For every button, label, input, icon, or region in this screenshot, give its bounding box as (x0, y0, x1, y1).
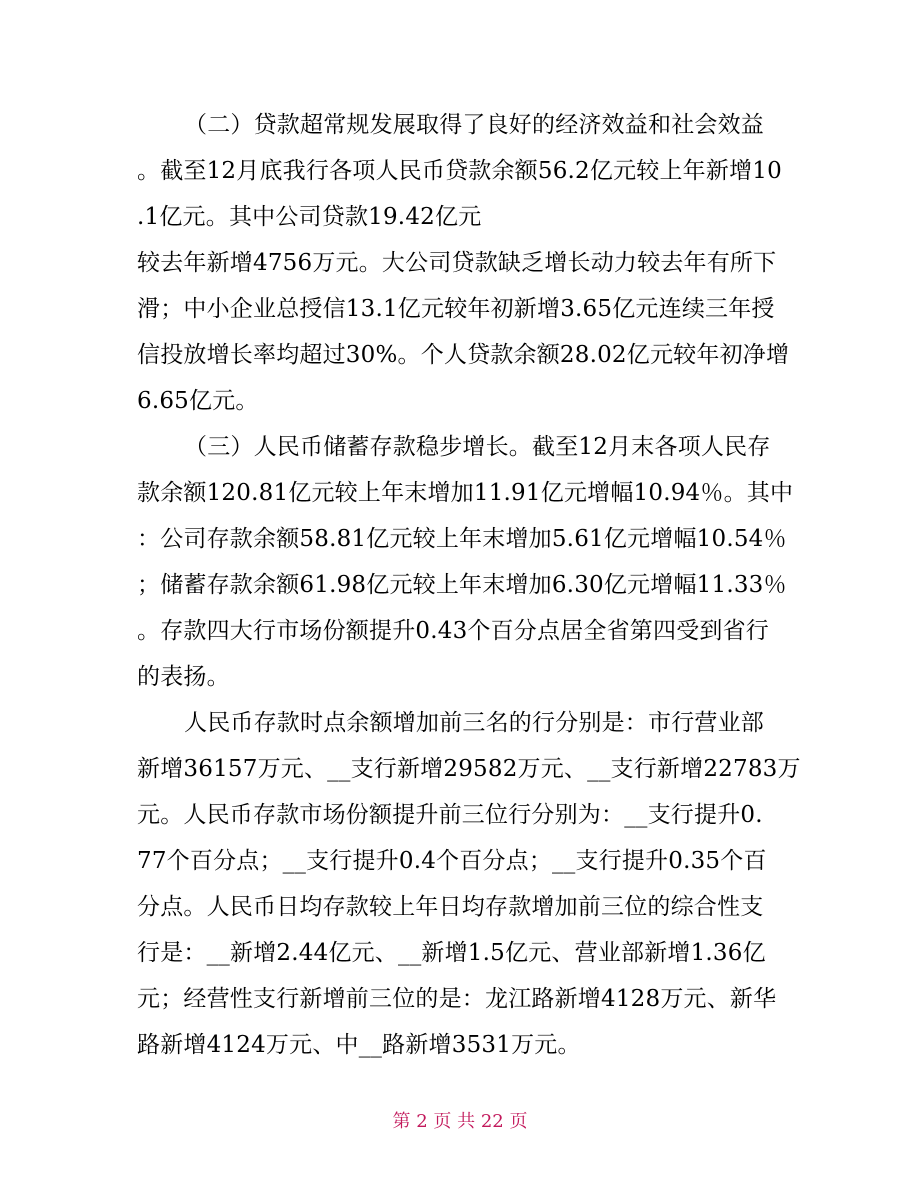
paragraph-line: 元；经营性支行新增前三位的是：龙江路新增4128万元、新华 (137, 986, 777, 1012)
paragraph-line: 。存款四大行市场份额提升0.43个百分点居全省第四受到省行 (137, 618, 770, 644)
paragraph-line: 人民币存款时点余额增加前三名的行分别是：市行营业部 (184, 710, 764, 736)
paragraph-line: 新增36157万元、__支行新增29582万元、__支行新增22783万 (137, 756, 801, 782)
paragraph-line: 6.65亿元。 (137, 388, 259, 414)
paragraph-line: 路新增4124万元、中__路新增3531万元。 (137, 1032, 581, 1058)
paragraph-line: 77个百分点；__支行提升0.4个百分点；__支行提升0.35个百 (137, 848, 767, 874)
paragraph-line: 的表扬。 (137, 664, 230, 690)
paragraph-line: 款余额120.81亿元较上年末增加11.91亿元增幅10.94％。其中 (137, 480, 794, 506)
paragraph-line: 滑；中小企业总授信13.1亿元较年初新增3.65亿元连续三年授 (137, 296, 775, 322)
page-number-footer: 第 2 页 共 22 页 (392, 1111, 528, 1132)
paragraph-line: 较去年新增4756万元。大公司贷款缺乏增长动力较去年有所下 (137, 250, 777, 276)
paragraph-line: （三）人民币储蓄存款稳步增长。截至12月末各项人民存 (184, 434, 771, 460)
paragraph-line: （二）贷款超常规发展取得了良好的经济效益和社会效益 (184, 112, 764, 138)
paragraph-line: 信投放增长率均超过30%。个人贷款余额28.02亿元较年初净增 (137, 342, 790, 368)
paragraph-line: .1亿元。其中公司贷款19.42亿元 (137, 204, 482, 230)
paragraph-line: ：公司存款余额58.81亿元较上年末增加5.61亿元增幅10.54％ (137, 526, 787, 552)
paragraph-line: ；储蓄存款余额61.98亿元较上年末增加6.30亿元增幅11.33％ (137, 572, 787, 598)
paragraph-line: 分点。人民币日均存款较上年日均存款增加前三位的综合性支 (137, 894, 764, 920)
paragraph-line: 。截至12月底我行各项人民币贷款余额56.2亿元较上年新增10 (137, 158, 782, 184)
paragraph-line: 行是：__新增2.44亿元、__新增1.5亿元、营业部新增1.36亿 (137, 940, 766, 966)
paragraph-line: 元。人民币存款市场份额提升前三位行分别为：__支行提升0. (137, 802, 763, 828)
